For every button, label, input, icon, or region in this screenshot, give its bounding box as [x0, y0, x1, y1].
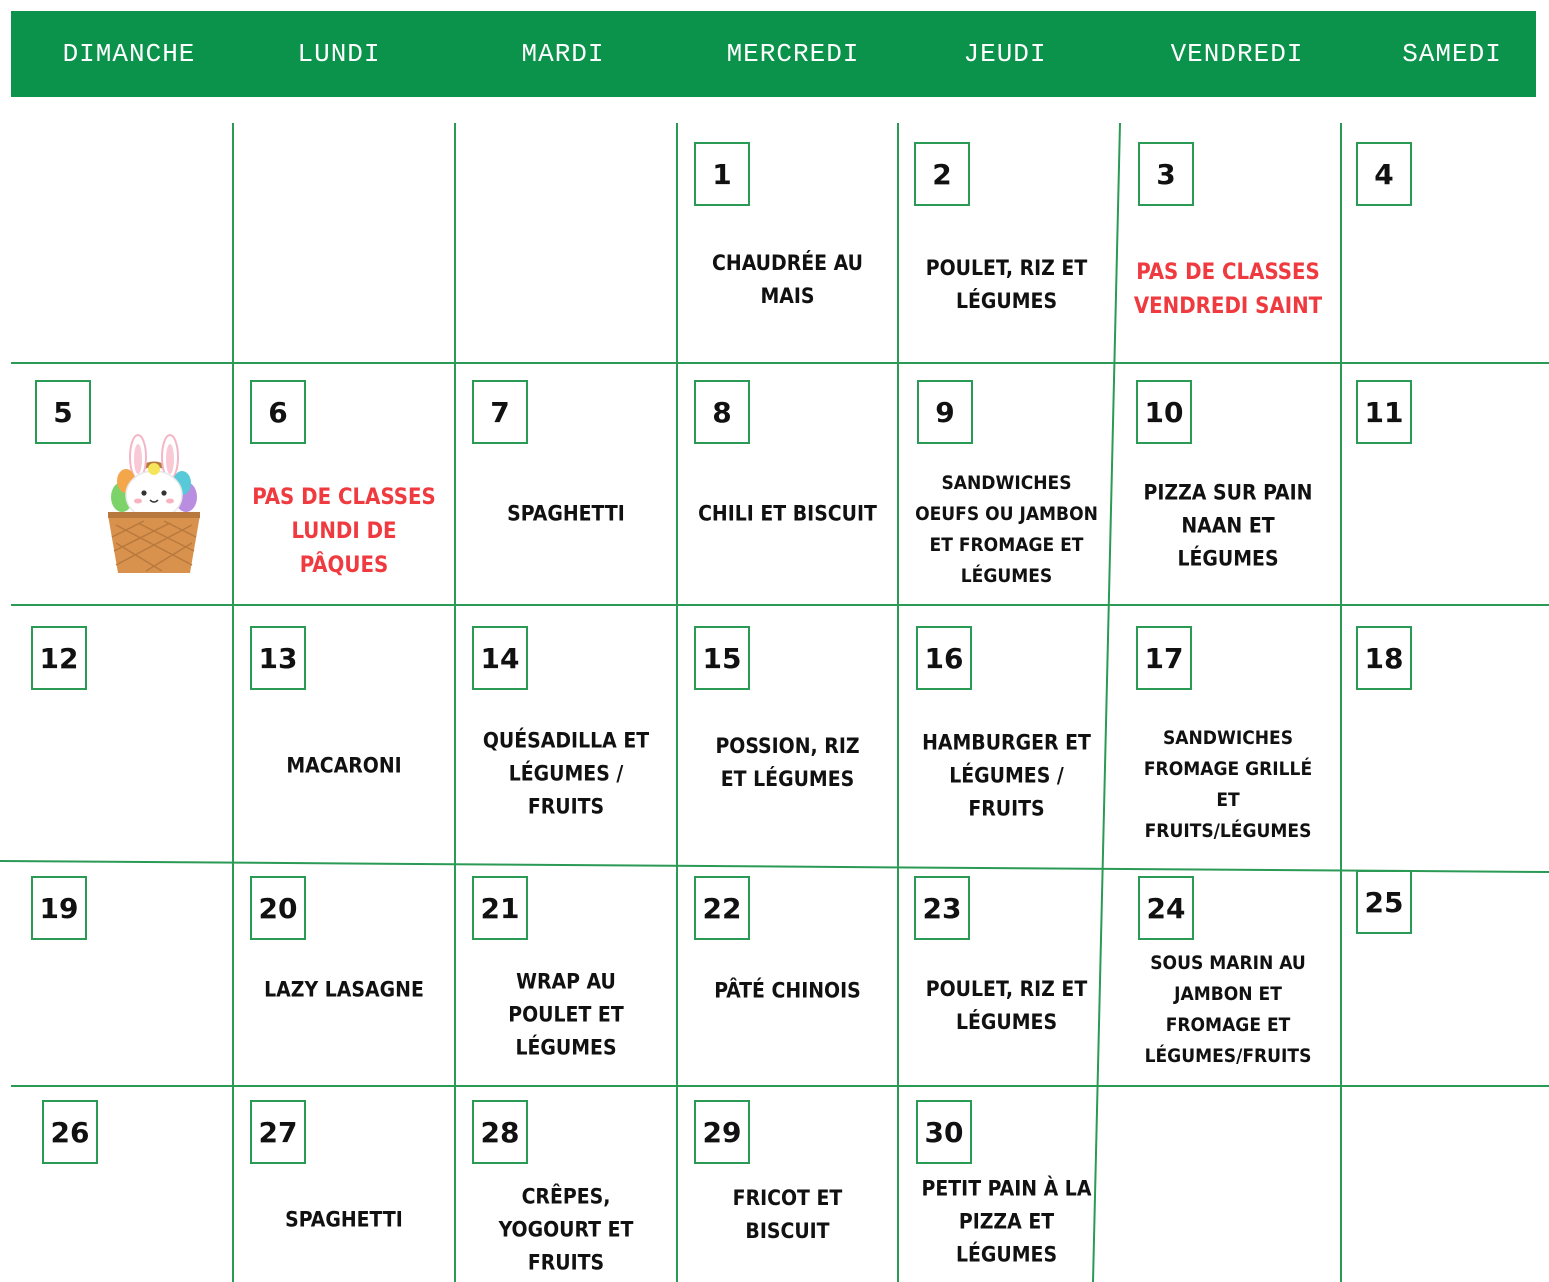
day-cell	[455, 1086, 677, 1282]
day-number: 15	[694, 626, 750, 690]
day-cell	[1341, 605, 1549, 866]
day-cell	[677, 123, 898, 363]
day-cell	[1115, 866, 1341, 1086]
day-cell	[898, 363, 1115, 605]
day-number: 28	[472, 1100, 528, 1164]
menu-item: SANDWICHES FROMAGE GRILLÉ ET FRUITS/LÉGUMES	[1143, 727, 1313, 842]
day-cell	[677, 605, 898, 866]
weekday-mardi: MARDI	[521, 39, 605, 69]
day-cell	[677, 363, 898, 605]
day-cell	[455, 363, 677, 605]
day-number: 3	[1138, 142, 1194, 206]
day-number: 8	[694, 380, 750, 444]
menu-item: POULET, RIZ ET LÉGUMES	[925, 256, 1088, 313]
menu-item: POSSION, RIZ ET LÉGUMES	[715, 734, 860, 791]
day-number: 1	[694, 142, 750, 206]
menu-item: SPAGHETTI	[285, 1207, 403, 1232]
menu-item: MACARONI	[286, 753, 402, 778]
menu-item: SOUS MARIN AU JAMBON ET FROMAGE ET LÉGUMES/FRUITS	[1144, 952, 1312, 1067]
easter-bunny-basket-icon	[98, 425, 210, 575]
day-cell	[898, 123, 1115, 363]
weekday-dimanche: DIMANCHE	[62, 39, 196, 69]
day-cell	[898, 605, 1115, 866]
day-cell	[233, 1086, 455, 1282]
day-cell	[1115, 1086, 1341, 1282]
day-cell	[677, 866, 898, 1086]
day-number: 11	[1356, 380, 1412, 444]
menu-item: LAZY LASAGNE	[264, 977, 424, 1002]
menu-item: PÂTÉ CHINOIS	[714, 978, 861, 1003]
day-number: 7	[472, 380, 528, 444]
day-number: 2	[914, 142, 970, 206]
weekday-samedi: SAMEDI	[1402, 39, 1502, 69]
day-cell	[455, 866, 677, 1086]
day-cell	[233, 866, 455, 1086]
day-cell	[1341, 123, 1549, 363]
holiday-notice: PAS DE CLASSES LUNDI DE PÂQUES	[252, 485, 436, 578]
day-number: 14	[472, 626, 528, 690]
day-number: 18	[1356, 626, 1412, 690]
day-cell	[1341, 866, 1549, 1086]
weekday-vendredi: VENDREDI	[1170, 39, 1304, 69]
day-number: 29	[694, 1100, 750, 1164]
menu-item: PIZZA SUR PAIN NAAN ET LÉGUMES	[1143, 480, 1313, 571]
day-number: 24	[1138, 876, 1194, 940]
day-cell	[1341, 1086, 1549, 1282]
day-number: 25	[1356, 870, 1412, 934]
day-cell	[11, 363, 233, 605]
day-number: 17	[1136, 626, 1192, 690]
menu-item: CHAUDRÉE AU MAIS	[712, 251, 863, 308]
weekday-lundi: LUNDI	[297, 39, 381, 69]
day-cell	[455, 605, 677, 866]
weekday-mercredi: MERCREDI	[726, 39, 860, 69]
day-number: 4	[1356, 142, 1412, 206]
menu-item: HAMBURGER ET LÉGUMES / FRUITS	[922, 730, 1091, 821]
day-number: 30	[916, 1100, 972, 1164]
menu-item: POULET, RIZ ET LÉGUMES	[925, 977, 1088, 1034]
weekday-jeudi: JEUDI	[963, 39, 1047, 69]
holiday-notice: PAS DE CLASSES VENDREDI SAINT	[1133, 260, 1323, 319]
day-cell	[233, 605, 455, 866]
day-number: 22	[694, 876, 750, 940]
day-cell	[455, 123, 677, 363]
menu-item: CRÊPES, YOGOURT ET FRUITS	[498, 1184, 634, 1275]
day-number: 16	[916, 626, 972, 690]
day-number: 12	[31, 626, 87, 690]
day-cell	[1115, 123, 1341, 363]
menu-item: SANDWICHES OEUFS OU JAMBON ET FROMAGE ET LÉGUMES	[915, 472, 1098, 587]
day-number: 19	[31, 876, 87, 940]
menu-item: CHILI ET BISCUIT	[698, 501, 877, 526]
day-cell	[233, 123, 455, 363]
day-cell	[1115, 605, 1341, 866]
day-cell	[1341, 363, 1549, 605]
menu-item: SPAGHETTI	[507, 501, 625, 526]
menu-item: FRICOT ET BISCUIT	[732, 1186, 843, 1243]
day-cell	[11, 1086, 233, 1282]
menu-item: PETIT PAIN À LA PIZZA ET LÉGUMES	[921, 1176, 1092, 1267]
day-number: 10	[1136, 380, 1192, 444]
day-number: 27	[250, 1100, 306, 1164]
day-number: 6	[250, 380, 306, 444]
day-number: 26	[42, 1100, 98, 1164]
day-cell	[11, 866, 233, 1086]
day-cell	[898, 866, 1115, 1086]
day-cell	[233, 363, 455, 605]
day-number: 23	[914, 876, 970, 940]
day-number: 9	[917, 380, 973, 444]
day-cell	[898, 1086, 1115, 1282]
day-cell	[1115, 363, 1341, 605]
day-number: 20	[250, 876, 306, 940]
menu-item: QUÉSADILLA ET LÉGUMES / FRUITS	[482, 728, 650, 819]
day-cell	[11, 123, 233, 363]
day-number: 5	[35, 380, 91, 444]
day-number: 21	[472, 876, 528, 940]
day-cell	[11, 605, 233, 866]
day-cell	[677, 1086, 898, 1282]
day-number: 13	[250, 626, 306, 690]
menu-item: WRAP AU POULET ET LÉGUMES	[508, 969, 624, 1060]
